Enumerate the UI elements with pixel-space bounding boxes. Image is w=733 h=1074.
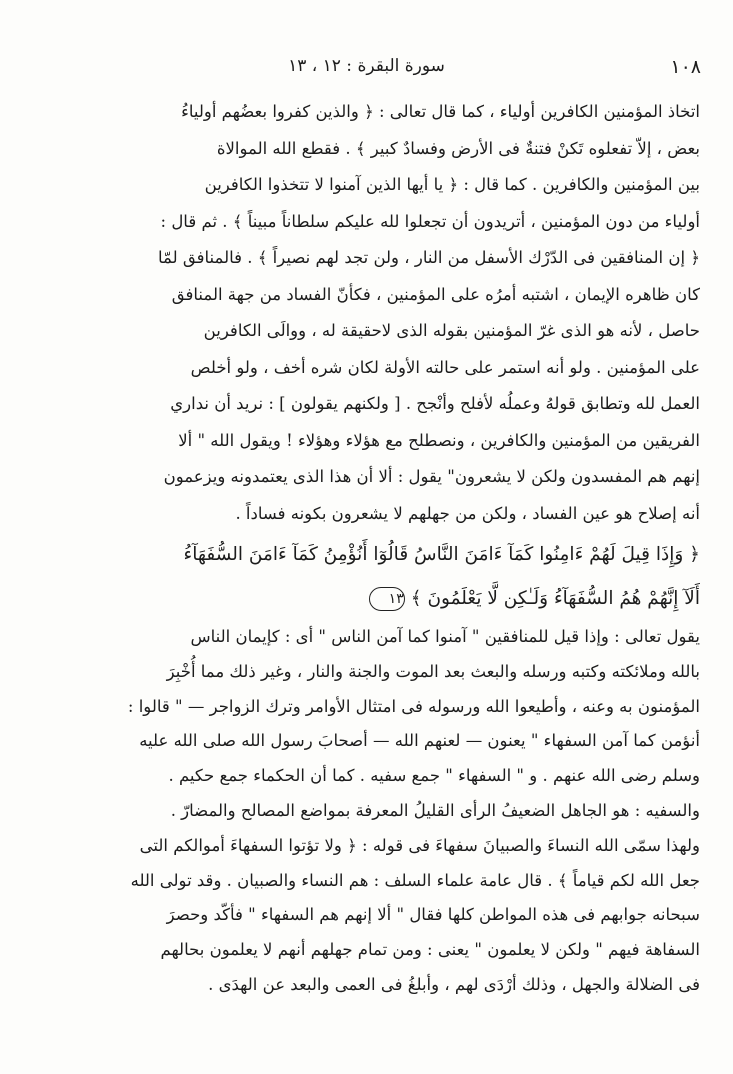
text-line: ﴿ إن المنافقين فى الدّرْك الأسفل من النار ، ولن تجد لهم نصيراً ﴾ . فالمنافق لمّا	[158, 248, 700, 267]
commentary-paragraph-2	[30, 620, 700, 1003]
verse-number-badge: ١٣	[369, 587, 405, 611]
text-line: والسفيه : هو الجاهل الضعيفُ الرأى القليلُ المعرفة بمواضع المصالح والمضارّ .	[170, 800, 700, 820]
text-line: أنه إصلاح هو عين الفساد ، ولكن من جهلهم لا يشعرون بكونه فساداً .	[235, 503, 700, 523]
text-line: بعض ، إلاّ تفعلوه تَكنْ فتنةٌ فى الأرض وفسادٌ كبير ﴾ . فقطع الله الموالاة	[216, 138, 700, 158]
text-line: السفاهة فيهم " ولكن لا يعلمون " يعنى : ومن تمام جهلهم أنهم لا يعلمون بحالهم	[160, 940, 700, 960]
text-line: المؤمنون به وعنه ، وأطيعوا الله ورسوله فى امتثال الأوامر وترك الزواجر — " قالوا :	[127, 696, 700, 716]
text-line: على المؤمنين . ولو أنه استمر على حالته الأولة لكان شره أخف ، ولو أخلص	[190, 357, 700, 377]
text-line: يقول تعالى : وإذا قيل للمنافقين " آمنوا كما آمن الناس " أى : كإيمان الناس	[190, 627, 700, 646]
page-number: ١٠٨	[670, 56, 701, 78]
text-line: إنهم هم المفسدون ولكن لا يشعرون" يقول : ألا أن هذا الذى يعتمدونه ويزعمون	[163, 467, 700, 486]
commentary-paragraph-1	[30, 94, 700, 532]
text-line: أنؤمن كما آمن السفهاء " يعنون — لعنهم الله — أصحابَ رسول الله صلى الله عليه	[139, 731, 700, 751]
page-header	[0, 56, 733, 86]
text-line: ولهذا سمّى الله النساءَ والصبيانَ سفهاءَ فى قوله : ﴿ ولا تؤتوا السفهاءَ أموالكم التى	[139, 835, 700, 855]
text-line: الفريقين من المؤمنين والكافرين ، ونصطلح مع هؤلاء وهؤلاء ! ويقول الله " ألا	[178, 430, 700, 450]
text-line: فى الضلالة والجهل ، وذلك أرْدَى لهم ، وأبلغُ فى العمى والبعد عن الهدَى .	[208, 974, 700, 994]
verse-line-final	[30, 577, 700, 621]
text-line: اتخاذ المؤمنين الكافرين أولياء ، كما قال تعالى : ﴿ والذين كفروا بعضُهم أولياءُ	[181, 102, 700, 121]
running-title: سورة البقرة : ١٢ ، ١٣	[288, 56, 445, 76]
quran-verse	[30, 533, 700, 621]
verse-line: أَلَآ إِنَّهُمْ هُمُ السُّفَهَآءُ وَلَـٰكِن لَّا يَعْلَمُونَ ﴾	[410, 588, 700, 609]
text-line: كان ظاهره الإيمان ، اشتبه أمرُه على المؤمنين ، فكأنّ الفساد من جهة المنافق	[171, 284, 700, 304]
text-line: وسلم رضى الله عنهم . و " السفهاء " جمع سفيه . كما أن الحكماء جمع حكيم .	[168, 766, 700, 786]
text-line: جعل الله لكم قياماً ﴾ . قال عامة علماء السلف : هم النساء والصبيان . وقد تولى الله	[130, 870, 700, 890]
text-line: بين المؤمنين والكافرين . كما قال : ﴿ يا أيها الذين آمنوا لا تتخذوا الكافرين	[204, 175, 700, 194]
text-line: سبحانه جوابهم فى هذه المواطن كلها فقال " ألا إنهم هم السفهاء " فأكّد وحصرَ	[166, 905, 700, 925]
verse-line: ﴿ وَإِذَا قِيلَ لَهُمْ ءَامِنُوا كَمَآ ءَامَنَ النَّاسُ قَالُوٓا أَنُؤْمِنُ كَمَآ ءَامَنَ السُّفَهَآءُ	[183, 544, 700, 565]
text-line: العمل لله وتطابق قولهُ وعملُه لأفلح وأنْجح . [ ولكنهم يقولون ] : نريد أن نداري	[170, 394, 700, 413]
text-line: بالله وملائكته وكتبه ورسله والبعث بعد الموت والجنة والنار ، وغير ذلك مما أُخْبِرَ	[166, 661, 700, 681]
text-line: حاصل ، لأنه هو الذى غرّ المؤمنين بقوله الذى لاحقيقة له ، ووالَى الكافرين	[203, 321, 700, 340]
text-line: أولياء من دون المؤمنين ، أتريدون أن تجعلوا لله عليكم سلطاناً مبيناً ﴾ . ثم قال :	[160, 211, 700, 231]
